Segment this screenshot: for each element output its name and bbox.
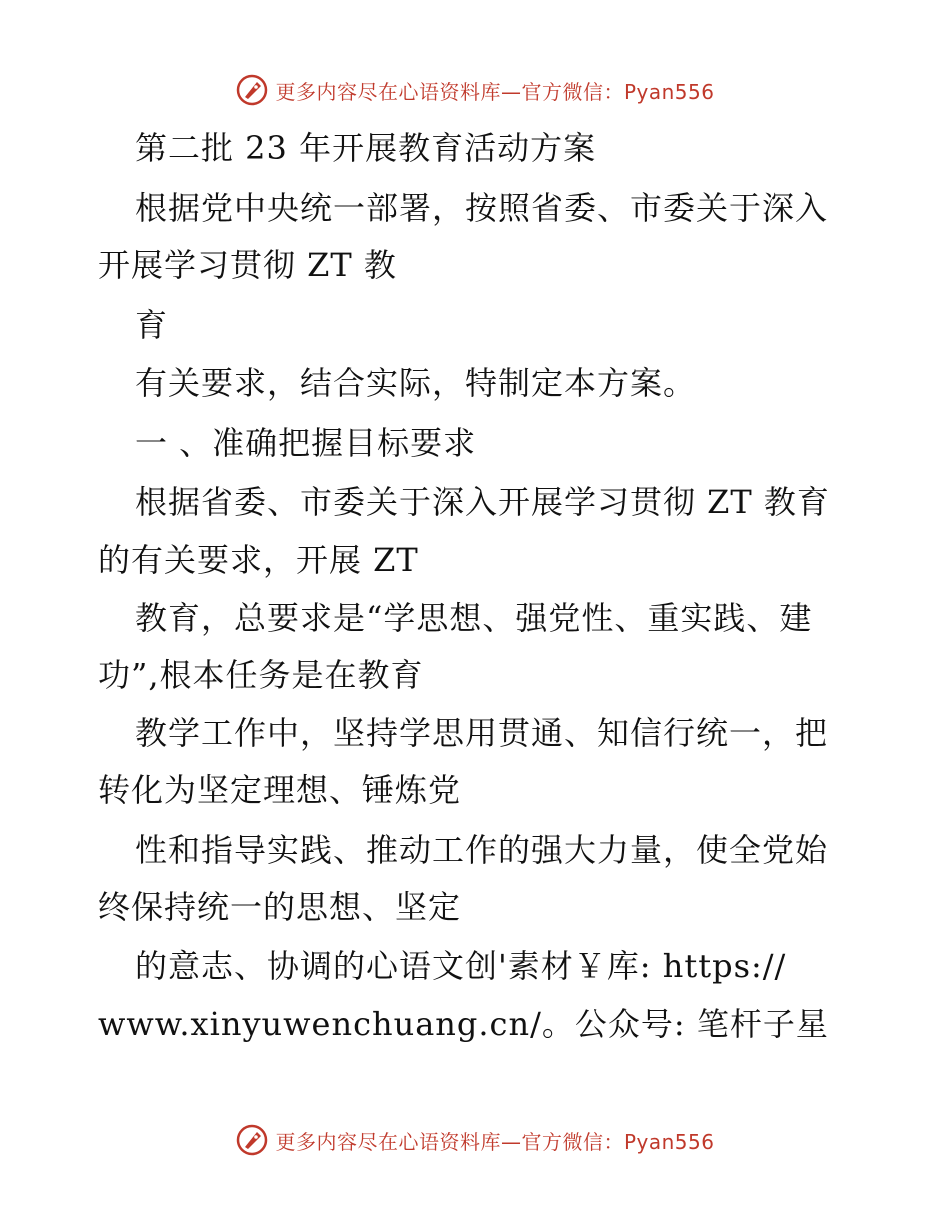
paragraph-line: 有关要求，结合实际，特制定本方案。 [135,364,697,402]
paragraph-line: 育 [135,306,169,344]
paragraph-line: www.xinyuwenchuang.cn/。公众号: 笔杆子星 [98,1005,829,1043]
section-heading: 一 、准确把握目标要求 [135,424,477,462]
paragraph-line: 的意志、协调的心语文创'素材￥库: https:// [135,947,787,985]
paragraph-line: 教学工作中，坚持学思用贯通、知信行统一，把 [135,714,829,752]
paragraph-line: 开展学习贯彻 ZT 教 [98,246,397,284]
paragraph-line: 教育，总要求是“学思想、强党性、重实践、建 [135,599,813,637]
paragraph-line: 根据省委、市委关于深入开展学习贯彻 ZT 教育 [135,483,830,521]
paragraph-line: 性和指导实践、推动工作的强大力量，使全党始 [135,831,829,869]
footer-watermark [0,1120,950,1160]
paragraph-line: 的有关要求，开展 ZT [98,541,419,579]
paragraph-line: 终保持统一的思想、坚定 [98,888,462,926]
pen-nib-logo-icon [235,1123,269,1157]
paragraph-line: 根据党中央统一部署，按照省委、市委关于深入 [135,189,829,227]
watermark-text: 更多内容尽在心语资料库—官方微信：Pyan556 [275,79,715,104]
paragraph-line: 转化为坚定理想、锤炼党 [98,771,462,809]
document-title: 第二批 23 年开展教育活动方案 [135,129,597,167]
pen-nib-logo-icon [235,73,269,107]
header-watermark [0,70,950,110]
watermark-text: 更多内容尽在心语资料库—官方微信：Pyan556 [275,1129,715,1154]
paragraph-line: 功”,根本任务是在教育 [98,656,424,694]
